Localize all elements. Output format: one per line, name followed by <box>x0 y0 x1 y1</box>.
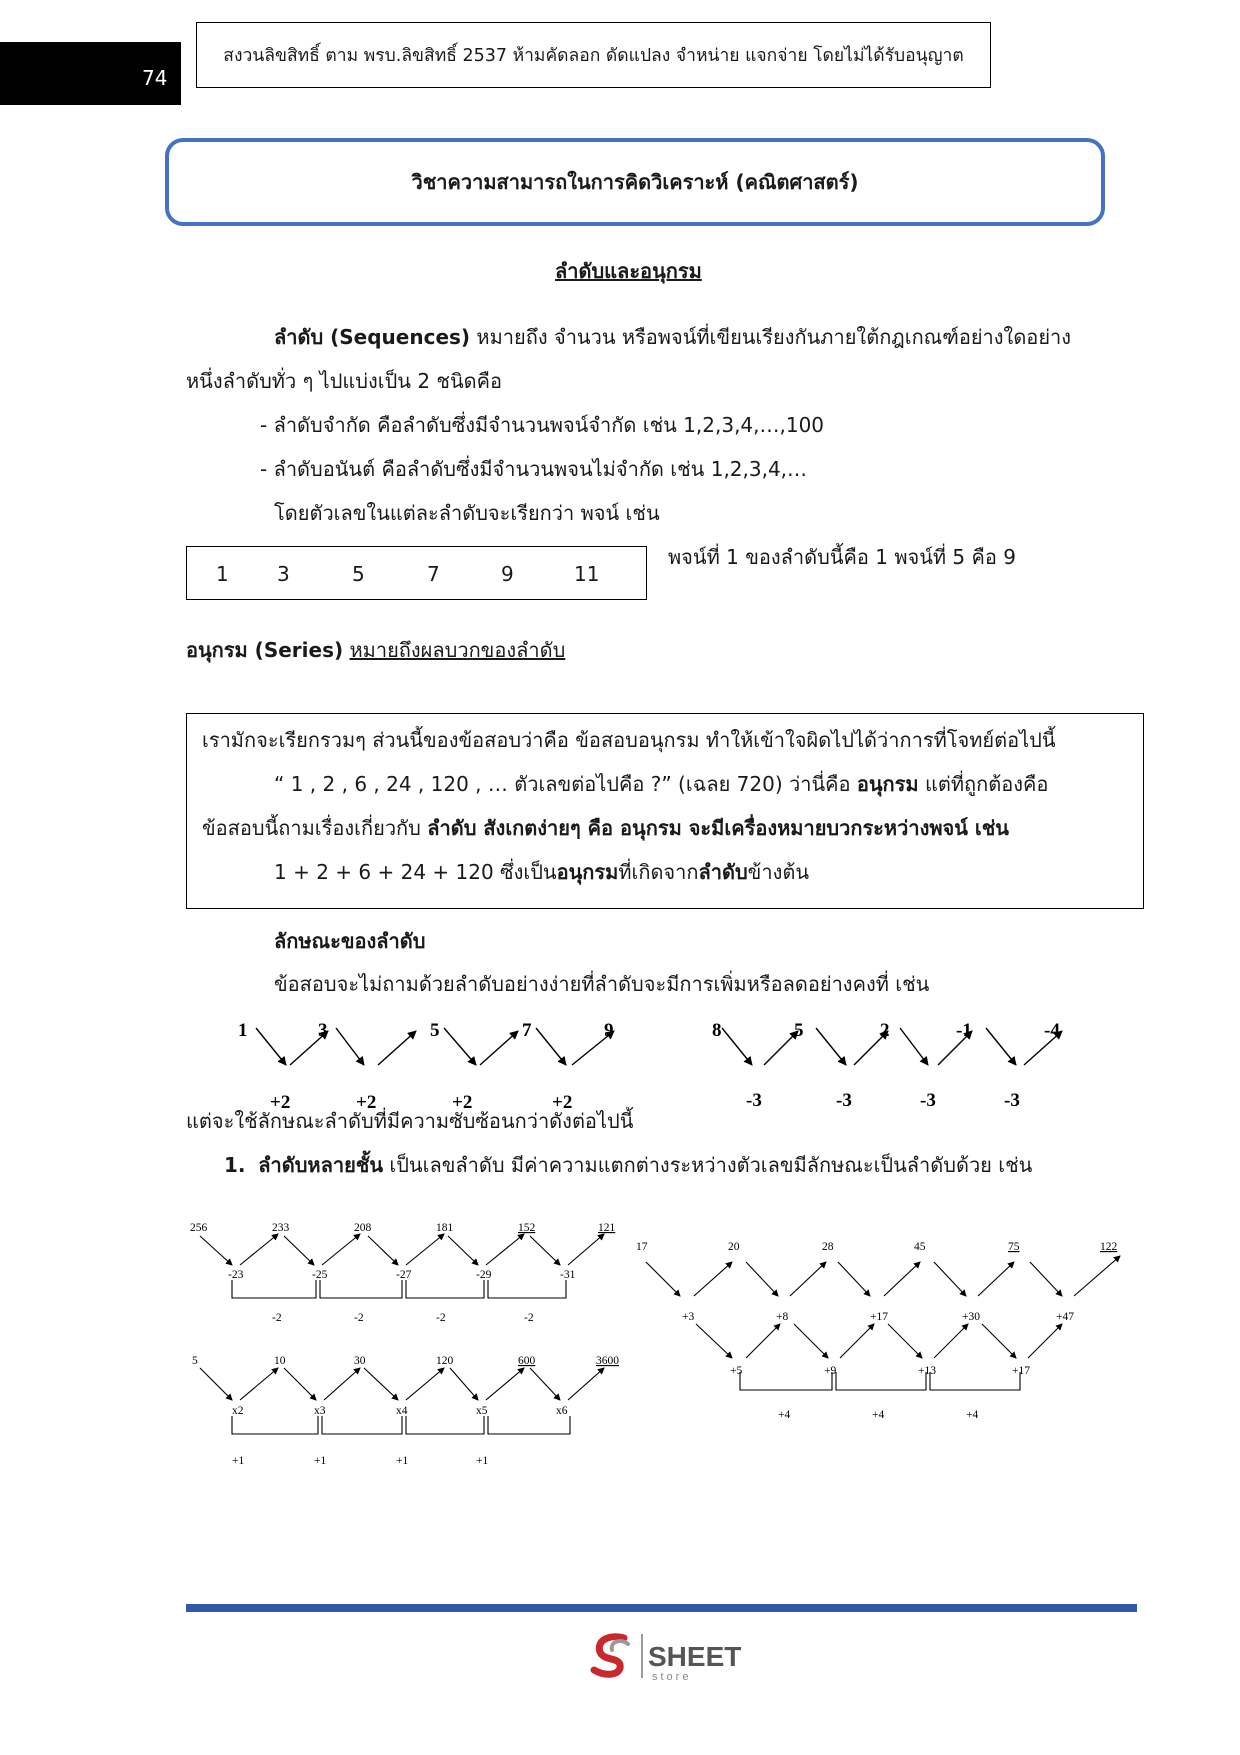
sequence-example-term: 11 <box>574 562 600 586</box>
diagram-a-term: 121 <box>598 1222 616 1234</box>
diagram-b-diff: x6 <box>556 1405 568 1417</box>
simple2-diff: -3 <box>1004 1090 1020 1111</box>
diagram-a-diff: -25 <box>312 1269 328 1281</box>
copyright-notice: สงวนลิขสิทธิ์ ตาม พรบ.ลิขสิทธิ์ 2537 ห้ามคัดลอก ดัดแปลง จำหน่าย แจกจ่าย โดยไม่ได้รับอนุญาต <box>196 22 991 88</box>
characteristics-transition: แต่จะใช้ลักษณะลำดับที่มีความซับซ้อนกว่าดังต่อไปนี้ <box>186 1109 634 1133</box>
diagram-b-term: 120 <box>436 1355 454 1367</box>
series-definition-text: หมายถึงผลบวกของลำดับ <box>349 638 566 662</box>
diagram-c-diff: +8 <box>776 1311 789 1323</box>
sequence-example-note: พจน์ที่ 1 ของลำดับนี้คือ 1 พจน์ที่ 5 คือ 9 <box>668 545 1016 569</box>
diagram-c-second: +13 <box>918 1365 936 1377</box>
diagram-b-diff: x3 <box>314 1405 326 1417</box>
diagram-c-diff: +30 <box>962 1311 980 1323</box>
diagram-c-term: 75 <box>1008 1241 1020 1253</box>
note-line2-text: “ 1 , 2 , 6 , 24 , 120 , … ตัวเลขต่อไปคือ ?” (เฉลย 720) ว่านี่คือ <box>274 772 857 796</box>
diagram-b-term: 30 <box>354 1355 366 1367</box>
simple1-term: 3 <box>318 1020 328 1041</box>
note-line1: เรามักจะเรียกรวมๆ ส่วนนี้ของข้อสอบว่าคือ ข้อสอบอนุกรม ทำให้เข้าใจผิดไปได้ว่าการที่โจทย์ต่อไปนี้ <box>202 728 1056 752</box>
diagram-c-third: +4 <box>966 1409 979 1421</box>
diagram-c-second: +5 <box>730 1365 743 1377</box>
diagram-b-second: +1 <box>314 1455 327 1467</box>
note-line3-text: ข้อสอบนี้ถามเรื่องเกี่ยวกับ <box>202 816 428 840</box>
sequence-example-term: 5 <box>352 562 365 586</box>
sequence-example-term: 7 <box>427 562 440 586</box>
diagram-c-diff: +3 <box>682 1311 695 1323</box>
page-title: วิชาความสามารถในการคิดวิเคราะห์ (คณิตศาสตร์) <box>165 138 1105 226</box>
diagram-a-second: -2 <box>354 1312 364 1324</box>
simple1-diff: +2 <box>356 1092 377 1113</box>
infinite-sequence-item: - ลำดับอนันต์ คือลำดับซึ่งมีจำนวนพจนไม่จำกัด เช่น 1,2,3,4,… <box>260 457 808 481</box>
note-line4-mid: ที่เกิดจาก <box>618 860 699 884</box>
simple2-diff: -3 <box>746 1090 762 1111</box>
diagram-c-term: 45 <box>914 1241 926 1253</box>
logo-s-icon <box>586 1624 756 1684</box>
diagram-b-second: +1 <box>476 1455 489 1467</box>
diagram-a-second: -2 <box>524 1312 534 1324</box>
logo-text: SHEET <box>648 1641 742 1672</box>
note-line4 <box>274 857 809 887</box>
diagram-c-term: 17 <box>636 1241 648 1253</box>
simple2-term: 2 <box>880 1020 890 1041</box>
diagram-a-diff: -27 <box>396 1269 412 1281</box>
diagram-b-diff: x4 <box>396 1405 408 1417</box>
diagram-a-term: 181 <box>436 1222 454 1234</box>
simple2-term: 5 <box>794 1020 804 1041</box>
diagram-b-second: +1 <box>232 1455 245 1467</box>
diagram-a-diff: -23 <box>228 1269 244 1281</box>
simple1-term: 9 <box>604 1020 614 1041</box>
diagram-a-diff: -29 <box>476 1269 492 1281</box>
note-line2-bold: อนุกรม <box>856 772 919 796</box>
section-heading: ลำดับและอนุกรม <box>555 259 702 283</box>
characteristics-heading: ลักษณะของลำดับ <box>274 929 426 953</box>
sequence-definition-line1 <box>274 322 1071 352</box>
item1-multilevel-sequence <box>224 1150 1032 1180</box>
diagram-b-term: 5 <box>192 1355 198 1367</box>
note-line2 <box>274 769 1048 799</box>
finite-sequence-item: - ลำดับจำกัด คือลำดับซึ่งมีจำนวนพจน์จำกัด เช่น 1,2,3,4,…,100 <box>260 413 825 437</box>
series-definition <box>186 635 565 665</box>
simple2-term: 8 <box>712 1020 722 1041</box>
logo-subtext: store <box>652 1671 692 1683</box>
diagram-a-term: 256 <box>190 1222 208 1234</box>
simple1-term: 5 <box>430 1020 440 1041</box>
item1-text: เป็นเลขลำดับ มีค่าความแตกต่างระหว่างตัวเลขมีลักษณะเป็นลำดับด้วย เช่น <box>383 1153 1033 1177</box>
diagram-a-term: 233 <box>272 1222 290 1234</box>
diagram-c-diff: +17 <box>870 1311 888 1323</box>
simple1-diff: +2 <box>452 1092 473 1113</box>
diagram-b-second: +1 <box>396 1455 409 1467</box>
note-line3-bold: ลำดับ สังเกตง่ายๆ คือ อนุกรม จะมีเครื่องหมายบวกระหว่างพจน์ เช่น <box>427 816 1009 840</box>
simple2-diff: -3 <box>920 1090 936 1111</box>
note-line4-bold1: อนุกรม <box>556 860 619 884</box>
footer-rule <box>186 1604 1137 1612</box>
diagram-b-diff: x5 <box>476 1405 488 1417</box>
note-line4-end: ข้างต้น <box>747 860 809 884</box>
sequence-definition-text: หมายถึง จำนวน หรือพจน์ที่เขียนเรียงกันภายใต้กฎเกณฑ์อย่างใดอย่าง <box>470 325 1072 349</box>
diagram-a-second: -2 <box>436 1312 446 1324</box>
item1-number: 1. <box>224 1153 246 1177</box>
diagram-c-second: +17 <box>1012 1365 1030 1377</box>
sequence-definition-line2: หนึ่งลำดับทั่ว ๆ ไปแบ่งเป็น 2 ชนิดคือ <box>186 369 503 393</box>
diagram-a-second: -2 <box>272 1312 282 1324</box>
characteristics-intro: ข้อสอบจะไม่ถามด้วยลำดับอย่างง่ายที่ลำดับจะมีการเพิ่มหรือลดอย่างคงที่ เช่น <box>274 972 930 996</box>
note-line4-text: 1 + 2 + 6 + 24 + 120 ซึ่งเป็น <box>274 860 557 884</box>
multilevel-diagrams <box>0 1220 1240 1520</box>
diagram-c-term: 20 <box>728 1241 740 1253</box>
diagram-b-term: 10 <box>274 1355 286 1367</box>
simple2-term: -4 <box>1044 1020 1060 1041</box>
diagram-a-term: 208 <box>354 1222 372 1234</box>
diagram-c-term: 28 <box>822 1241 834 1253</box>
sequence-example-box <box>186 546 647 600</box>
diagram-a-term: 152 <box>518 1222 536 1234</box>
diagram-c-third: +4 <box>778 1409 791 1421</box>
simple1-term: 1 <box>238 1020 248 1041</box>
diagram-c-term: 122 <box>1100 1241 1118 1253</box>
series-term: อนุกรม (Series) <box>186 638 344 662</box>
simple2-diff: -3 <box>836 1090 852 1111</box>
simple1-term: 7 <box>522 1020 532 1041</box>
note-line3 <box>202 813 1009 843</box>
diagram-b-term: 600 <box>518 1355 536 1367</box>
sequence-example-term: 9 <box>501 562 514 586</box>
diagram-a-diff: -31 <box>560 1269 576 1281</box>
item1-title: ลำดับหลายชั้น <box>258 1153 384 1177</box>
term-explanation: โดยตัวเลขในแต่ละลำดับจะเรียกว่า พจน์ เช่น <box>274 501 660 525</box>
diagram-c-second: +9 <box>824 1365 837 1377</box>
sequence-term: ลำดับ (Sequences) <box>274 325 471 349</box>
note-line4-bold2: ลำดับ <box>698 860 748 884</box>
simple2-term: -1 <box>956 1020 972 1041</box>
diagram-c-third: +4 <box>872 1409 885 1421</box>
simple1-diff: +2 <box>270 1092 291 1113</box>
diagram-b-diff: x2 <box>232 1405 244 1417</box>
simple1-diff: +2 <box>552 1092 573 1113</box>
sequence-example-term: 3 <box>277 562 290 586</box>
sheet-store-logo <box>586 1624 756 1684</box>
diagram-c-diff: +47 <box>1056 1311 1074 1323</box>
note-line2-end: แต่ที่ถูกต้องคือ <box>918 772 1049 796</box>
sequence-example-term: 1 <box>216 562 229 586</box>
page-number: 74 <box>142 66 168 90</box>
diagram-b-term: 3600 <box>596 1355 619 1367</box>
